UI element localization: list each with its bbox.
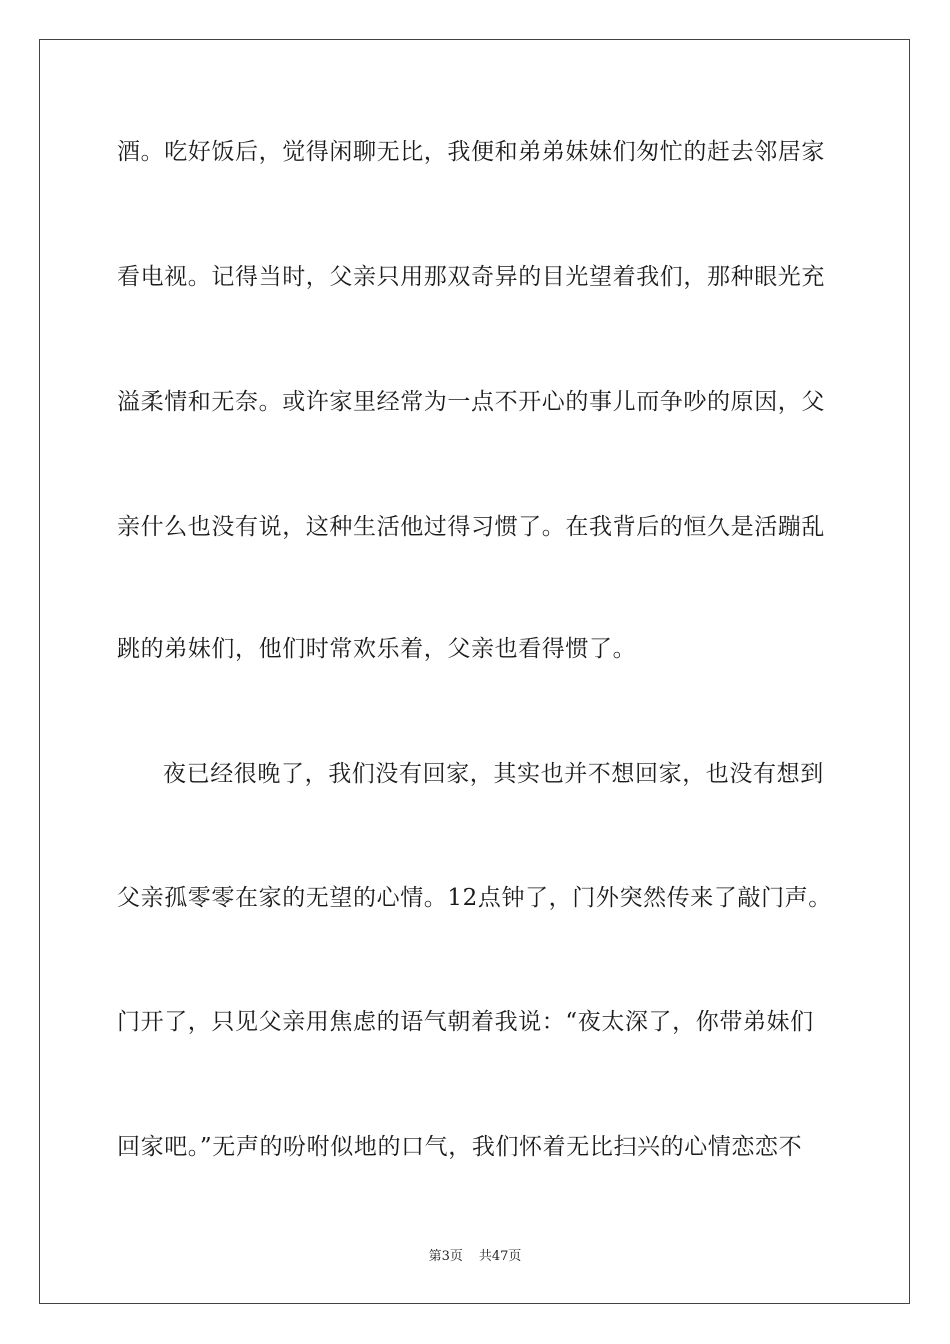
page-footer — [0, 1248, 950, 1266]
page-border — [39, 39, 910, 1304]
paragraph-line: 亲什么也没有说，这种生活他过得习惯了。在我背后的恒久是活蹦乱 — [117, 514, 825, 540]
paragraph-line: 回家吧。”无声的吩咐似地的口气，我们怀着无比扫兴的心情恋恋不 — [117, 1134, 803, 1160]
paragraph-line: 门开了，只见父亲用焦虑的语气朝着我说：“夜太深了，你带弟妹们 — [117, 1009, 814, 1035]
paragraph-line: 跳的弟妹们，他们时常欢乐着，父亲也看得惯了。 — [117, 636, 637, 662]
paragraph-line: 溢柔情和无奈。或许家里经常为一点不开心的事儿而争吵的原因，父 — [117, 389, 825, 415]
paragraph-line: 父亲孤零零在家的无望的心情。12点钟了，门外突然传来了敲门声。 — [117, 885, 832, 911]
current-page-number: 第3页 — [428, 1249, 463, 1264]
paragraph-line: 看电视。记得当时，父亲只用那双奇异的目光望着我们，那种眼光充 — [117, 264, 825, 290]
paragraph-line: 酒。吃好饭后，觉得闲聊无比，我便和弟弟妹妹们匆忙的赶去邻居家 — [117, 139, 825, 165]
paragraph-line-indented: 夜已经很晚了，我们没有回家，其实也并不想回家，也没有想到 — [163, 761, 824, 787]
total-page-count: 共47页 — [478, 1249, 522, 1264]
